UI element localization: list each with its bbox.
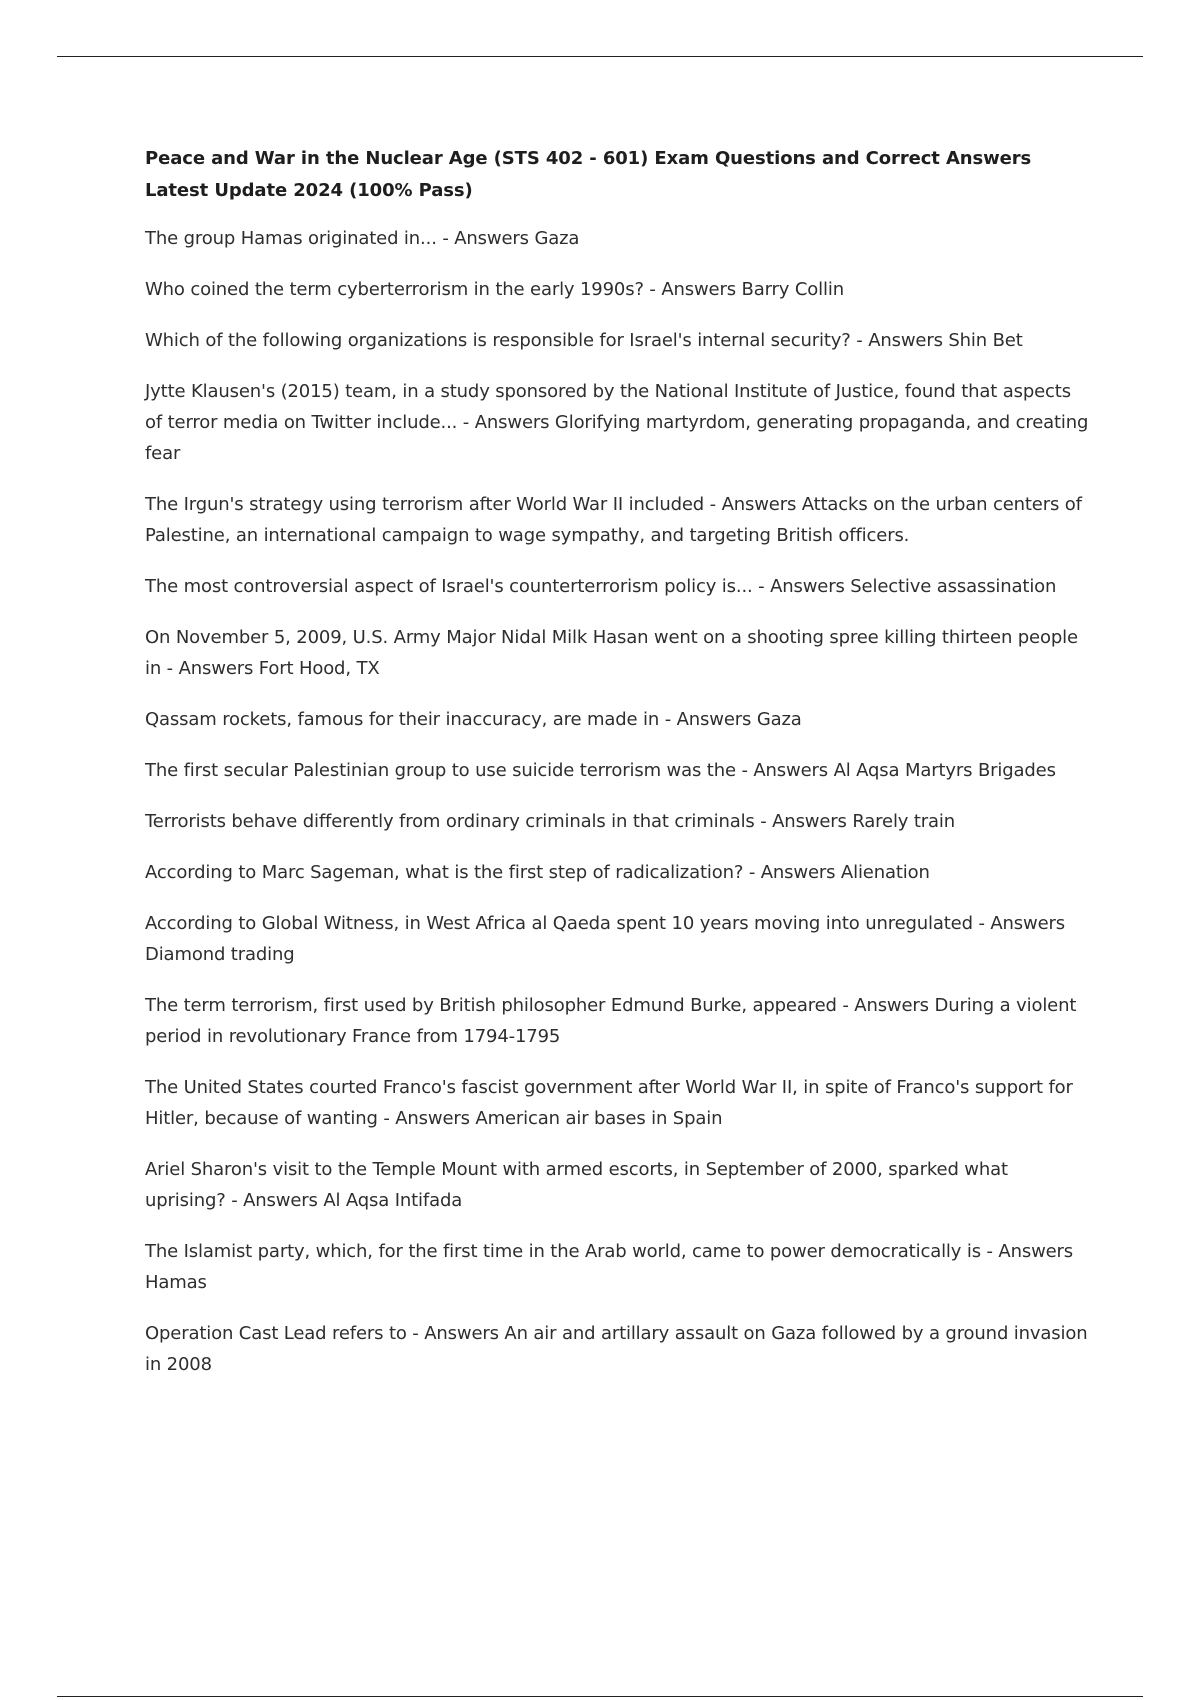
qa-item: Terrorists behave differently from ordinary criminals in that criminals - Answers Rarely train xyxy=(145,811,956,832)
qa-item: The Irgun's strategy using terrorism after World War II included - Answers Attacks on the urban centers of Palestine, an international campaign to wage sympathy, and targeting British officers. xyxy=(145,494,1082,546)
qa-item: The first secular Palestinian group to use suicide terrorism was the - Answers Al Aqsa Martyrs Brigades xyxy=(145,760,1056,781)
document-title: Peace and War in the Nuclear Age (STS 402 - 601) Exam Questions and Correct Answers Latest Update 2024 (100% Pass) xyxy=(145,148,1032,201)
qa-item: Which of the following organizations is responsible for Israel's internal security? - Answers Shin Bet xyxy=(145,330,1023,351)
qa-item: The Islamist party, which, for the first time in the Arab world, came to power democratically is - Answers Hamas xyxy=(145,1241,1074,1293)
qa-item: Qassam rockets, famous for their inaccuracy, are made in - Answers Gaza xyxy=(145,709,802,730)
bottom-rule xyxy=(57,1696,1143,1697)
qa-item: On November 5, 2009, U.S. Army Major Nidal Milk Hasan went on a shooting spree killing thirteen people in - Answers Fort Hood, TX xyxy=(145,627,1078,679)
document-body xyxy=(145,143,1090,1400)
qa-item: Ariel Sharon's visit to the Temple Mount with armed escorts, in September of 2000, sparked what uprising? - Answers Al Aqsa Intifada xyxy=(145,1159,1008,1211)
qa-item: The term terrorism, first used by British philosopher Edmund Burke, appeared - Answers During a violent period in revolutionary France from 1794-1795 xyxy=(145,995,1077,1047)
qa-item: The group Hamas originated in... - Answers Gaza xyxy=(145,228,580,249)
qa-item: The most controversial aspect of Israel's counterterrorism policy is... - Answers Selective assassination xyxy=(145,576,1057,597)
qa-item: Operation Cast Lead refers to - Answers An air and artillary assault on Gaza followed by a ground invasion in 2008 xyxy=(145,1323,1088,1375)
qa-item: The United States courted Franco's fascist government after World War II, in spite of Franco's support for Hitler, because of wanting - Answers American air bases in Spain xyxy=(145,1077,1073,1129)
qa-item: Jytte Klausen's (2015) team, in a study sponsored by the National Institute of Justice, found that aspects of terror media on Twitter include... - Answers Glorifying martyrdom, generating propaganda, and creating fear xyxy=(145,381,1089,464)
qa-item: Who coined the term cyberterrorism in the early 1990s? - Answers Barry Collin xyxy=(145,279,844,300)
qa-item: According to Global Witness, in West Africa al Qaeda spent 10 years moving into unregulated - Answers Diamond trading xyxy=(145,913,1065,965)
top-rule xyxy=(57,56,1143,57)
qa-item: According to Marc Sageman, what is the first step of radicalization? - Answers Alienation xyxy=(145,862,930,883)
qa-list xyxy=(145,223,1090,1380)
